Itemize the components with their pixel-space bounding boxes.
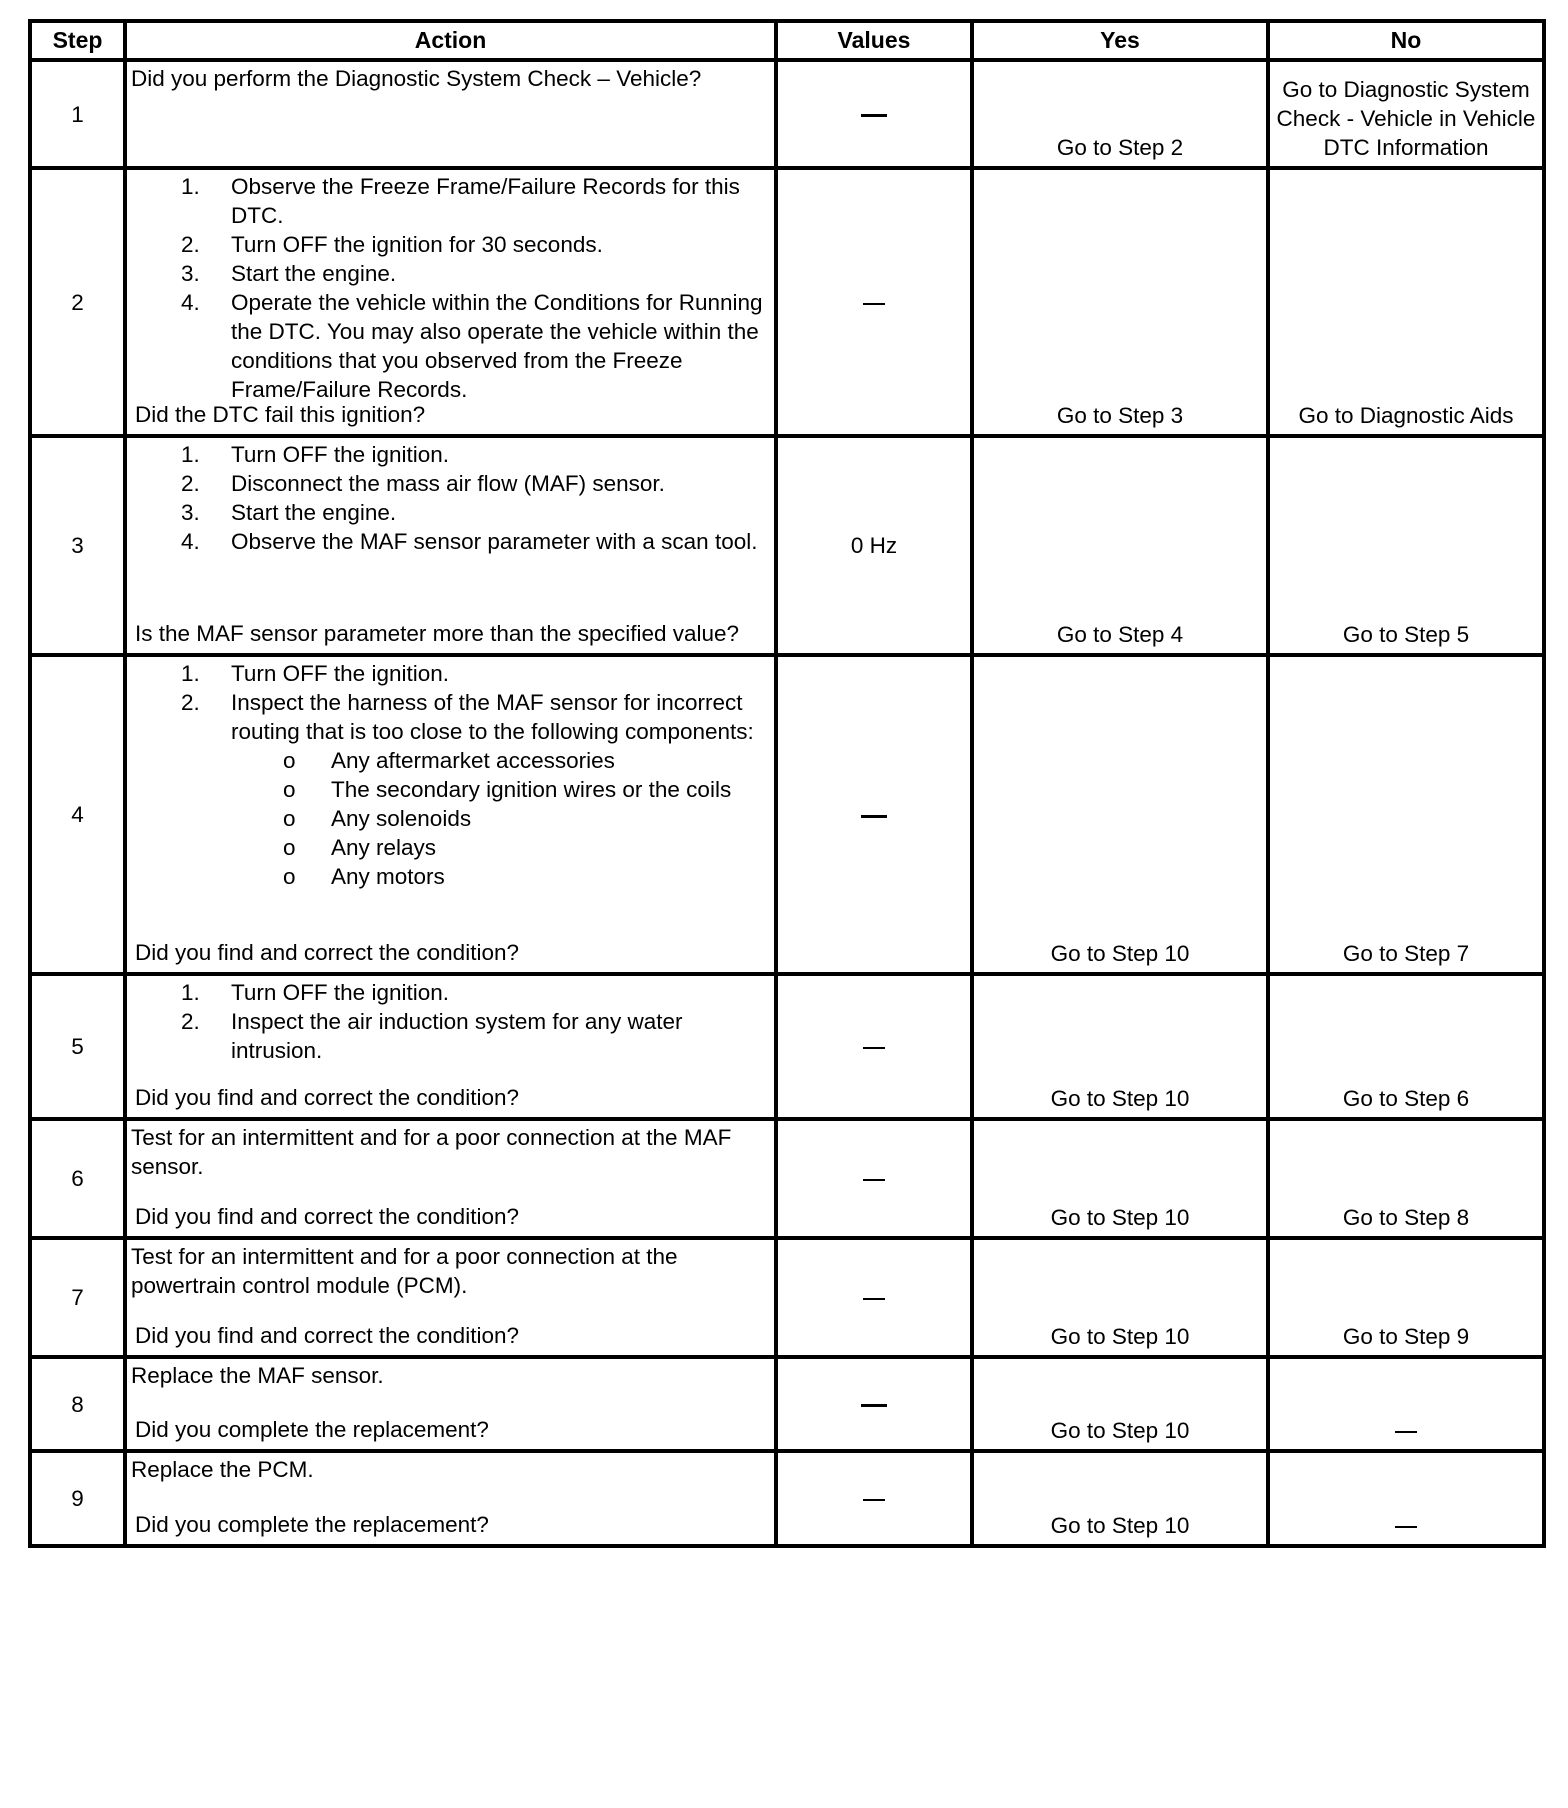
bullet: o: [283, 864, 296, 889]
no-cell: [1268, 1357, 1544, 1451]
action-content: [131, 1455, 770, 1542]
action-content: [131, 64, 770, 164]
values-cell: [776, 1238, 972, 1357]
value-text: Go to Step 8: [1342, 1205, 1470, 1230]
component-text: Any motors: [331, 864, 445, 889]
action-steps: [131, 172, 770, 404]
value-text: Go to Step 10: [1050, 1086, 1190, 1111]
bullet: o: [283, 777, 296, 802]
action-step-item: [131, 659, 770, 688]
em-dash: [863, 1298, 885, 1300]
action-question: Did you complete the replacement?: [135, 1417, 489, 1442]
table-body: [30, 60, 1544, 1546]
action-question: Did you find and correct the condition?: [135, 940, 519, 965]
action-cell: [125, 1357, 776, 1451]
table-row: [30, 1119, 1544, 1238]
header-yes: Yes: [972, 21, 1268, 60]
action-content: [131, 440, 770, 651]
value-text: Go to Step 10: [1050, 1513, 1190, 1538]
diagnostic-table: [28, 19, 1546, 1548]
component-item: [131, 746, 770, 775]
table-row: [30, 436, 1544, 655]
action-content: [131, 172, 770, 432]
action-step-text: Disconnect the mass air flow (MAF) sensor.: [231, 471, 665, 496]
action-step-text: Turn OFF the ignition.: [231, 661, 450, 686]
action-step-item: [131, 469, 770, 498]
value-text: Go to Diagnostic Aids: [1298, 403, 1514, 428]
action-step-text: Inspect the harness of the MAF sensor for incorrect routing that is too close to the following components:: [231, 690, 754, 744]
value-text: Go to Step 6: [1342, 1086, 1470, 1111]
action-step-text: Turn OFF the ignition.: [231, 980, 450, 1005]
values-cell: [776, 436, 972, 655]
action-step-number: 1.: [181, 661, 200, 686]
action-step-item: [131, 527, 770, 556]
yes-cell: [972, 1238, 1268, 1357]
yes-cell: [972, 1357, 1268, 1451]
component-item: [131, 833, 770, 862]
action-step-number: 4.: [181, 529, 200, 554]
values-cell: [776, 1119, 972, 1238]
action-cell: [125, 655, 776, 974]
action-question: Did you find and correct the condition?: [135, 1204, 519, 1229]
component-list: [131, 746, 770, 891]
values-cell: [776, 655, 972, 974]
action-step-number: 2.: [181, 1009, 200, 1034]
value-text: Go to Step 5: [1342, 622, 1470, 647]
values-cell: [776, 1451, 972, 1546]
value-text: 0 Hz: [850, 533, 898, 558]
step-number: 8: [30, 1357, 125, 1451]
bullet: o: [283, 748, 296, 773]
action-step-item: [131, 440, 770, 469]
action-step-text: Operate the vehicle within the Conditions for Running the DTC. You may also operate the vehicle within the conditions that you observed from the Freeze Frame/Failure Records.: [231, 290, 763, 402]
action-step-item: [131, 498, 770, 527]
action-step-item: [131, 688, 770, 746]
action-cell: [125, 436, 776, 655]
action-step-text: Start the engine.: [231, 261, 397, 286]
no-cell: [1268, 436, 1544, 655]
action-intro: Replace the MAF sensor.: [131, 1363, 384, 1388]
yes-cell: [972, 436, 1268, 655]
action-cell: [125, 1238, 776, 1357]
no-cell: [1268, 655, 1544, 974]
em-dash: [861, 815, 887, 818]
no-cell: [1268, 1238, 1544, 1357]
action-step-number: 2.: [181, 471, 200, 496]
action-step-item: [131, 259, 770, 288]
yes-cell: [972, 974, 1268, 1119]
action-cell: [125, 974, 776, 1119]
table-row: [30, 1238, 1544, 1357]
value-text: Go to Diagnostic System Check - Vehicle in Vehicle DTC Information: [1276, 77, 1536, 160]
em-dash: [861, 114, 887, 117]
action-step-number: 2.: [181, 232, 200, 257]
no-cell: [1268, 1451, 1544, 1546]
action-cell: [125, 1119, 776, 1238]
step-number: 6: [30, 1119, 125, 1238]
action-step-text: Inspect the air induction system for any water intrusion.: [231, 1009, 683, 1063]
value-text: Go to Step 9: [1342, 1324, 1470, 1349]
no-cell: [1268, 60, 1544, 168]
value-text: Go to Step 3: [1056, 403, 1184, 428]
header-action: Action: [125, 21, 776, 60]
em-dash: [861, 1404, 887, 1407]
table-row: [30, 168, 1544, 436]
value-text: Go to Step 4: [1056, 622, 1184, 647]
header-row: [30, 21, 1544, 60]
no-cell: [1268, 168, 1544, 436]
bullet: o: [283, 835, 296, 860]
value-text: Go to Step 10: [1050, 1324, 1190, 1349]
action-intro: Replace the PCM.: [131, 1457, 314, 1482]
step-number: 1: [30, 60, 125, 168]
action-content: [131, 659, 770, 970]
action-question: Did you find and correct the condition?: [135, 1085, 519, 1110]
value-text: Go to Step 2: [1056, 135, 1184, 160]
action-content: [131, 1361, 770, 1447]
action-intro: Did you perform the Diagnostic System Check – Vehicle?: [131, 66, 702, 91]
action-intro: Test for an intermittent and for a poor connection at the powertrain control module (PCM).: [131, 1244, 678, 1298]
action-step-item: [131, 1007, 770, 1065]
value-text: Go to Step 10: [1050, 1205, 1190, 1230]
values-cell: [776, 974, 972, 1119]
step-number: 7: [30, 1238, 125, 1357]
action-cell: [125, 1451, 776, 1546]
component-item: [131, 804, 770, 833]
values-cell: [776, 1357, 972, 1451]
em-dash: [863, 1179, 885, 1181]
action-step-item: [131, 172, 770, 230]
yes-cell: [972, 1119, 1268, 1238]
header-values: Values: [776, 21, 972, 60]
action-question: Is the MAF sensor parameter more than the specified value?: [135, 621, 740, 646]
em-dash: [1395, 1526, 1417, 1528]
action-step-text: Start the engine.: [231, 500, 397, 525]
action-content: [131, 978, 770, 1115]
table-row: [30, 974, 1544, 1119]
values-cell: [776, 60, 972, 168]
step-number: 2: [30, 168, 125, 436]
yes-cell: [972, 1451, 1268, 1546]
value-text: Go to Step 7: [1342, 941, 1470, 966]
action-step-number: 1.: [181, 442, 200, 467]
action-steps: [131, 440, 770, 556]
step-number: 5: [30, 974, 125, 1119]
action-step-number: 4.: [181, 290, 200, 315]
action-step-number: 2.: [181, 690, 200, 715]
value-text: Go to Step 10: [1050, 1418, 1190, 1443]
component-text: Any solenoids: [331, 806, 472, 831]
action-step-number: 1.: [181, 174, 200, 199]
table-row: [30, 655, 1544, 974]
action-step-item: [131, 230, 770, 259]
component-text: The secondary ignition wires or the coils: [331, 777, 732, 802]
table-row: [30, 1357, 1544, 1451]
header-step: Step: [30, 21, 125, 60]
action-step-item: [131, 978, 770, 1007]
header-no: No: [1268, 21, 1544, 60]
action-steps: [131, 659, 770, 746]
action-content: [131, 1123, 770, 1234]
action-step-number: 1.: [181, 980, 200, 1005]
yes-cell: [972, 168, 1268, 436]
component-text: Any aftermarket accessories: [331, 748, 615, 773]
step-number: 4: [30, 655, 125, 974]
action-question: Did you find and correct the condition?: [135, 1323, 519, 1348]
yes-cell: [972, 60, 1268, 168]
em-dash: [863, 1047, 885, 1049]
action-step-number: 3.: [181, 500, 200, 525]
step-number: 3: [30, 436, 125, 655]
table-row: [30, 1451, 1544, 1546]
action-cell: [125, 60, 776, 168]
action-step-text: Turn OFF the ignition for 30 seconds.: [231, 232, 603, 257]
action-steps: [131, 978, 770, 1065]
component-item: [131, 775, 770, 804]
action-step-number: 3.: [181, 261, 200, 286]
step-number: 9: [30, 1451, 125, 1546]
action-content: [131, 1242, 770, 1353]
action-cell: [125, 168, 776, 436]
values-cell: [776, 168, 972, 436]
action-intro: Test for an intermittent and for a poor connection at the MAF sensor.: [131, 1125, 732, 1179]
action-step-text: Observe the MAF sensor parameter with a scan tool.: [231, 529, 758, 554]
em-dash: [863, 303, 885, 305]
em-dash: [1395, 1431, 1417, 1433]
yes-cell: [972, 655, 1268, 974]
value-text: Go to Step 10: [1050, 941, 1190, 966]
no-cell: [1268, 1119, 1544, 1238]
component-text: Any relays: [331, 835, 437, 860]
em-dash: [863, 1499, 885, 1501]
component-item: [131, 862, 770, 891]
action-question: Did you complete the replacement?: [135, 1512, 489, 1537]
action-step-item: [131, 288, 770, 404]
bullet: o: [283, 806, 296, 831]
action-step-text: Observe the Freeze Frame/Failure Records for this DTC.: [231, 174, 740, 228]
no-cell: [1268, 974, 1544, 1119]
action-question: Did the DTC fail this ignition?: [135, 402, 426, 427]
table-row: [30, 60, 1544, 168]
action-step-text: Turn OFF the ignition.: [231, 442, 450, 467]
